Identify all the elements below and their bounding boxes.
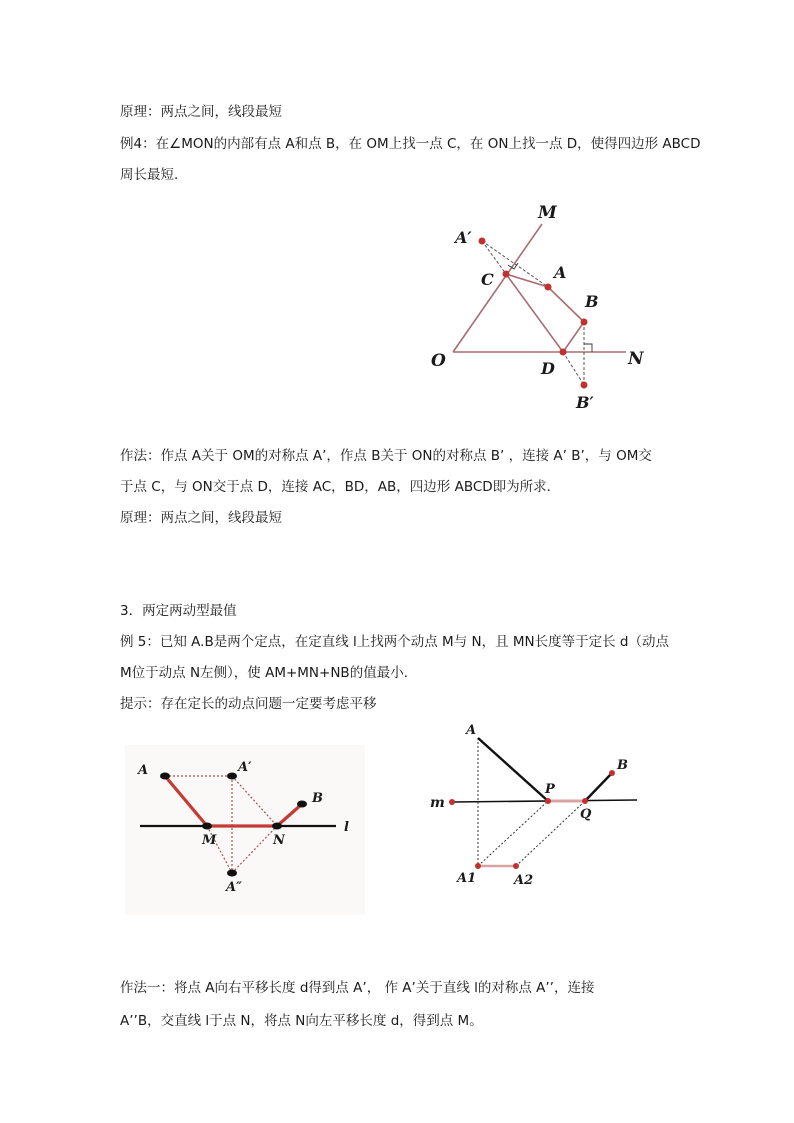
point-b — [297, 801, 307, 808]
point-b — [581, 319, 588, 326]
point-a1 — [475, 863, 481, 869]
label-a-prime: A′ — [455, 228, 472, 247]
method-5-line-2: A’’B，交直线 l于点 N，将点 N向左平移长度 d，得到点 M。 — [120, 1013, 483, 1029]
point-b-prime — [581, 382, 588, 389]
label-b-prime: B′ — [576, 393, 594, 412]
label-c: C — [481, 270, 494, 289]
point-m-end — [449, 799, 455, 805]
segment-a-b — [548, 287, 584, 322]
example-5-line-2: M位于动点 N左侧），使 AM+MN+NB的值最小． — [120, 665, 418, 681]
point-q — [582, 798, 588, 804]
point-a-prime — [479, 238, 486, 245]
figure-shift-construction — [425, 718, 645, 888]
figure-translation-construction — [125, 745, 365, 915]
label-a2: A2 — [514, 873, 534, 888]
segment-q-b — [585, 773, 612, 801]
label-l: l — [344, 820, 349, 835]
point-c — [503, 271, 510, 278]
point-a-prime — [227, 773, 237, 780]
segment-d-b — [563, 322, 584, 352]
point-b — [609, 770, 615, 776]
point-d — [560, 349, 567, 356]
label-m: m — [430, 795, 445, 811]
segment-c-a — [506, 274, 548, 287]
dotted-a2-q — [516, 801, 585, 866]
segment-c-d — [506, 274, 563, 352]
line-m — [452, 800, 637, 802]
label-a1: A1 — [457, 871, 477, 886]
point-a-double-prime — [227, 870, 237, 877]
label-a: A — [554, 263, 567, 282]
figure-angle-mon — [420, 195, 660, 415]
label-p: P — [545, 782, 555, 797]
example-4-line-1: 例4：在∠MON的内部有点 A和点 B，在 OM上找一点 C，在 ON上找一点 D，使得四边形 ABCD — [120, 136, 701, 152]
label-b: B — [585, 292, 599, 311]
point-a2 — [513, 863, 519, 869]
principle-text-1: 原理：两点之间，线段最短 — [120, 104, 282, 120]
label-q: Q — [580, 807, 592, 822]
example-4-line-2: 周长最短． — [120, 167, 188, 183]
label-a-double-prime: A″ — [226, 880, 242, 895]
label-o: O — [431, 351, 446, 371]
label-a: A — [466, 723, 477, 738]
label-n: N — [273, 833, 285, 848]
label-m: M — [202, 833, 217, 848]
right-angle-mark-on — [584, 344, 592, 352]
label-d: D — [541, 359, 555, 378]
label-m: M — [538, 203, 557, 223]
point-n — [272, 823, 282, 830]
example-5-line-1: 例 5：已知 A.B是两个定点，在定直线 l上找两个动点 M与 N，且 MN长度等于定长 d（动点 — [120, 634, 669, 650]
dash-d-b-prime — [563, 352, 584, 385]
label-a: A — [138, 763, 149, 778]
point-m — [202, 823, 212, 830]
segment-a-p — [478, 738, 548, 801]
label-n: N — [628, 349, 644, 369]
point-a — [160, 773, 170, 780]
section-3-heading: 3．两定两动型最值 — [120, 603, 237, 619]
principle-text-2: 原理：两点之间，线段最短 — [120, 510, 282, 526]
label-b: B — [617, 758, 628, 773]
dotted-a1-p — [478, 801, 548, 866]
label-a-prime: A′ — [238, 760, 252, 775]
point-a — [545, 284, 552, 291]
point-p — [545, 798, 551, 804]
hint-text: 提示：存在定长的动点问题一定要考虑平移 — [120, 696, 377, 712]
label-b: B — [312, 791, 323, 806]
method-4-line-2: 于点 C，与 ON交于点 D，连接 AC，BD，AB，四边形 ABCD即为所求． — [120, 479, 561, 495]
method-4-line-1: 作法：作点 A关于 OM的对称点 A’，作点 B关于 ON的对称点 B’ ，连接 A’ B’，与 OM交 — [120, 448, 652, 464]
method-5-line-1: 作法一：将点 A向右平移长度 d得到点 A’， 作 A’关于直线 l的对称点 A’’，连接 — [120, 980, 595, 996]
